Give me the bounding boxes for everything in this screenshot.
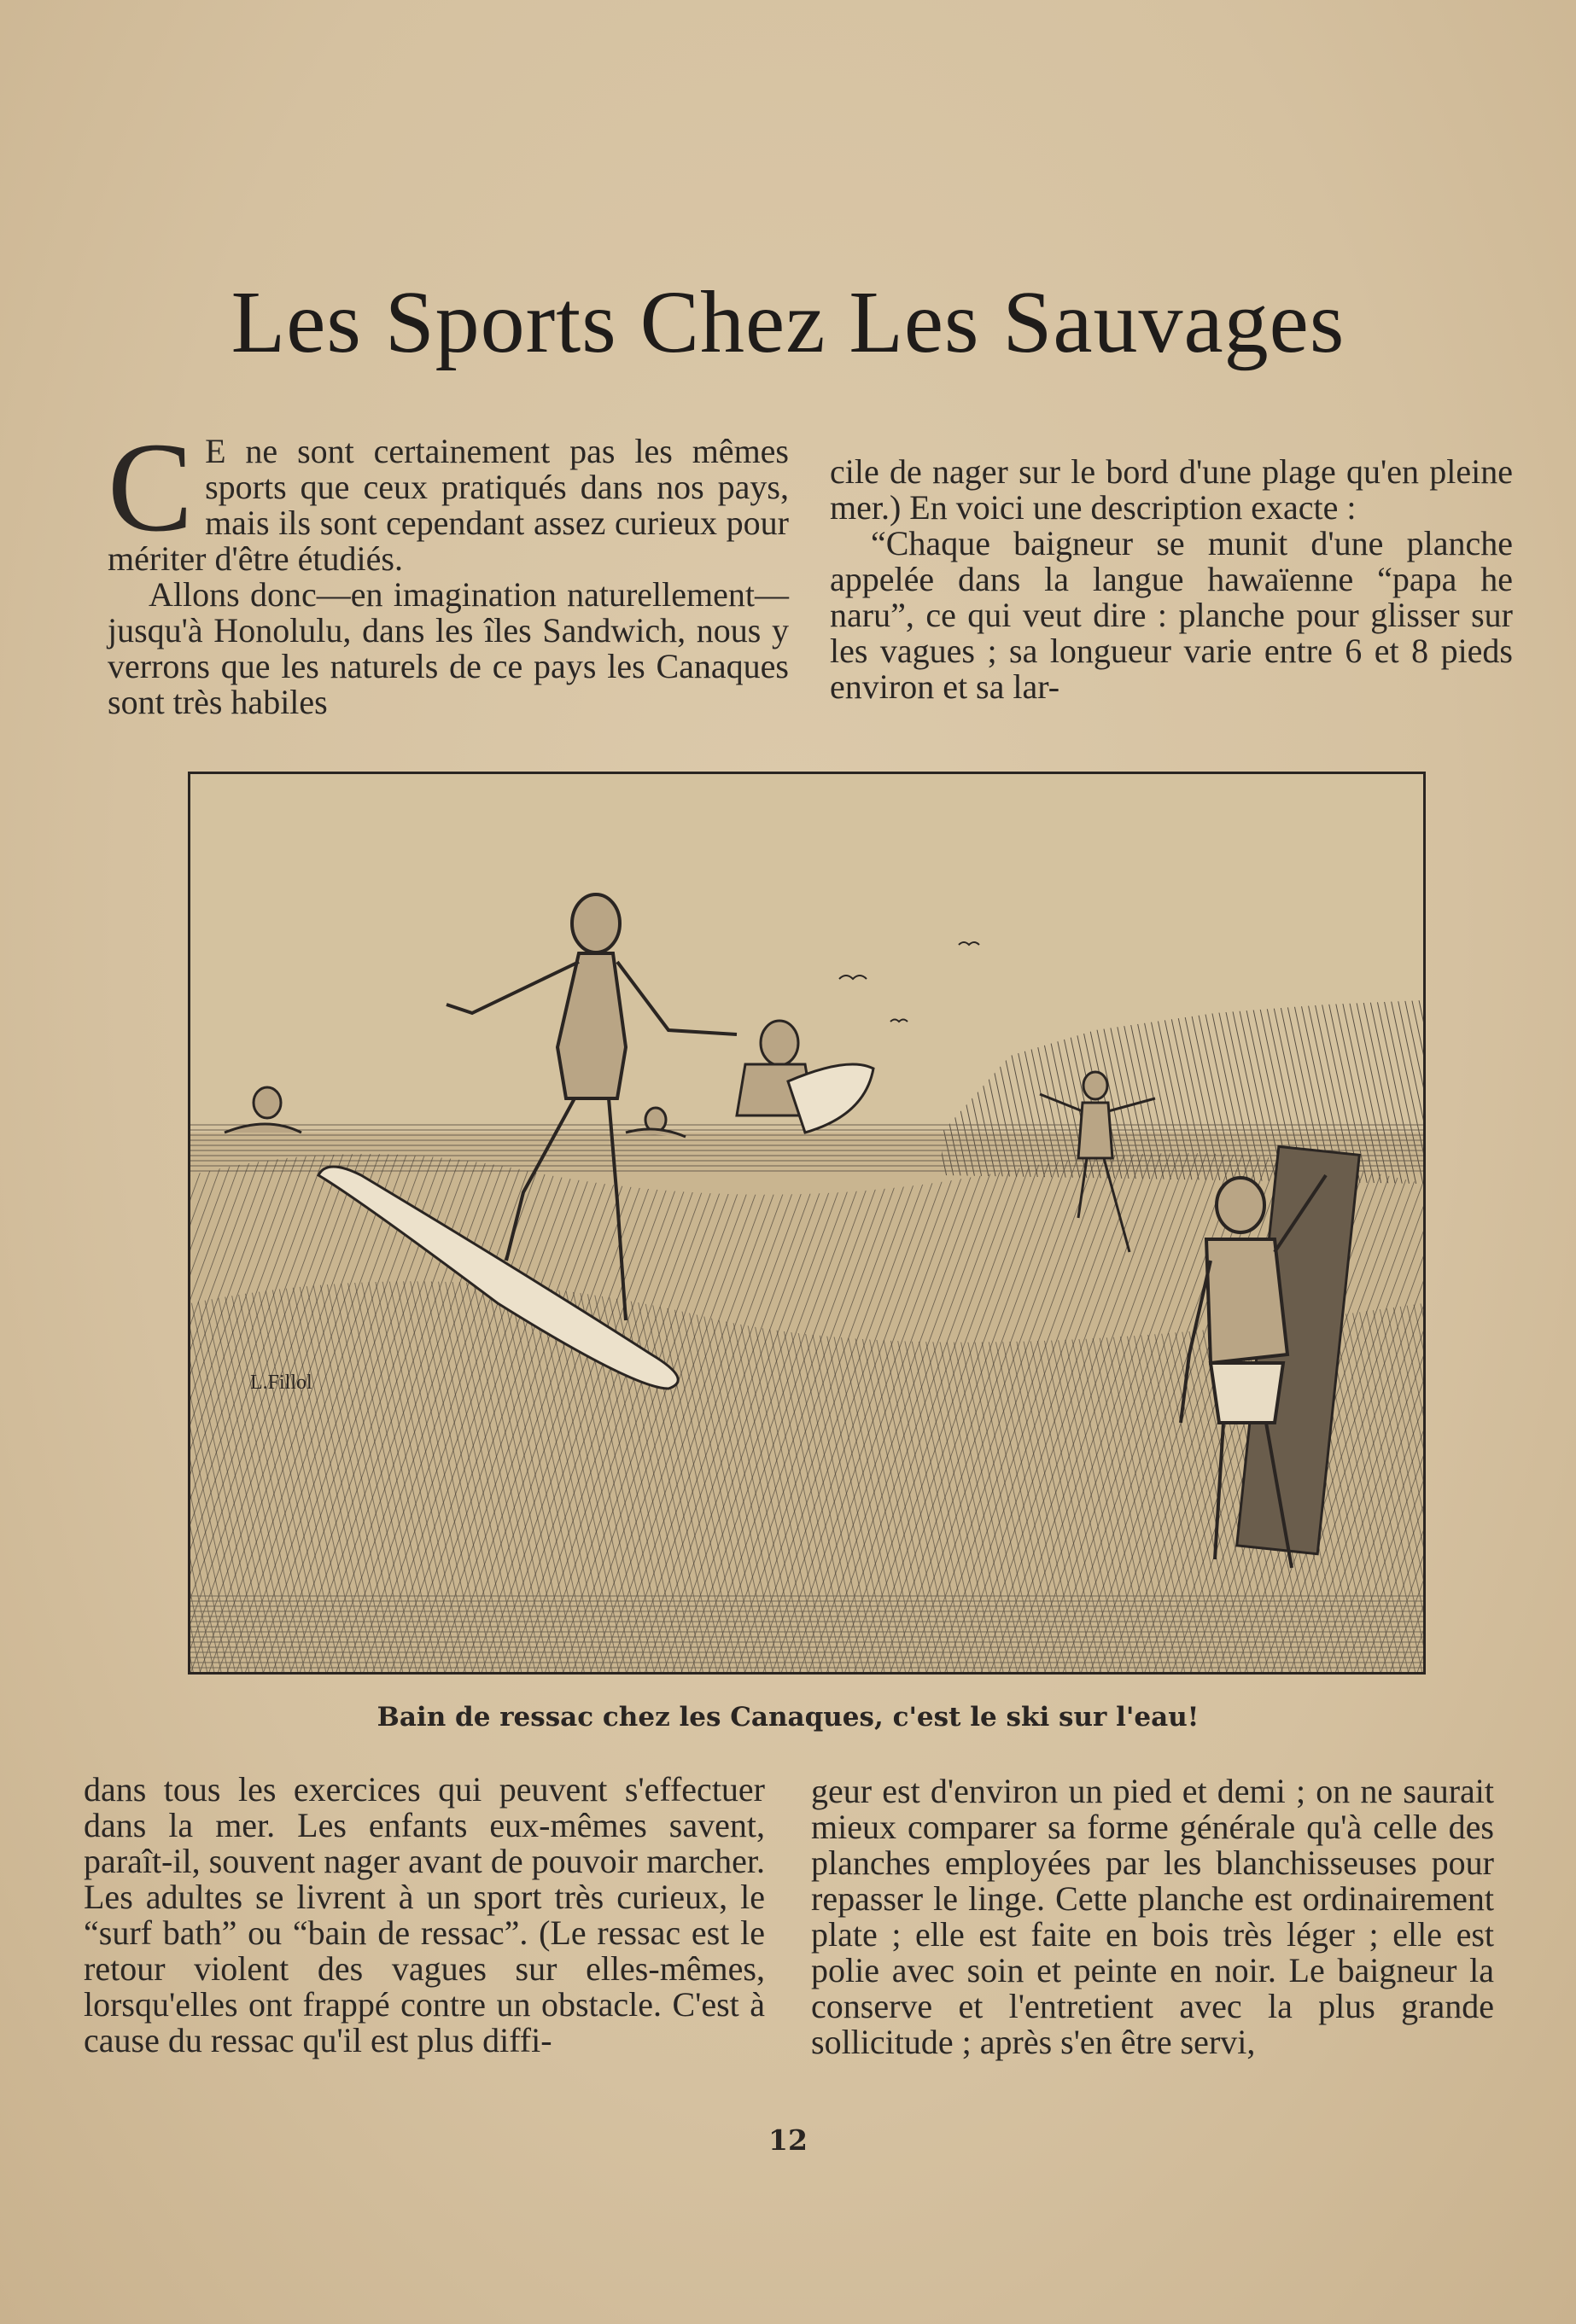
page-number: 12 — [768, 2123, 808, 2157]
paragraph-intro: E ne sont certainement pas les mêmes sports que ceux pratiqués dans nos pays, mais ils sont cependant assez curieux pour mériter d'être étudiés. — [108, 432, 789, 578]
shallows — [190, 1593, 1423, 1672]
engraving-svg — [190, 774, 1423, 1672]
article-title: Les Sports Chez Les Sauvages — [231, 273, 1345, 371]
paragraph-honolulu: Allons donc—en imagination naturellement—jusqu'à Honolulu, dans les îles Sandwich, nous y verrons que les naturels de ce pays les Canaques sont très habiles — [108, 575, 789, 721]
column-top-right — [830, 454, 1513, 705]
artist-signature: L.Fillol — [250, 1372, 312, 1394]
column-top-left — [108, 416, 789, 721]
paragraph-largeur: geur est d'environ un pied et demi ; on ne saurait mieux comparer sa forme générale qu'à celle des planches employées par les blanchisseuses pour repasser le linge. Cette planche est ordinairement plate ; elle est faite en bois très léger ; elle est polie avec soin et peinte en noir. Le baigneur la conserve et l'entretient avec la plus grande sollicitude ; après s'en être servi, — [811, 1772, 1494, 2061]
figure-caption: Bain de ressac chez les Canaques, c'est le ski sur l'eau! — [376, 1702, 1200, 1733]
drop-cap: C — [108, 416, 194, 558]
surfing-illustration — [188, 772, 1426, 1675]
column-bottom-left — [84, 1772, 765, 2059]
paragraph-ressac-end: cile de nager sur le bord d'une plage qu'en pleine mer.) En voici une description exacte : — [830, 452, 1513, 527]
paragraph-planche: “Chaque baigneur se munit d'une planche appelée dans la langue hawaïenne “papa he naru”, ce qui veut dire : planche pour glisser sur les vagues ; sa longueur varie entre 6 et 8 pieds environ et sa lar- — [830, 524, 1513, 706]
paragraph-exercices: dans tous les exercices qui peuvent s'effectuer dans la mer. Les enfants eux-mêmes savent, paraît-il, souvent nager avant de pouvoir marcher. Les adultes se livrent à un sport très curieux, le “surf bath” ou “bain de ressac”. (Le ressac est le retour violent des vagues sur elles-mêmes, lorsqu'elles ont frappé contre un obstacle. C'est à cause du ressac qu'il est plus diffi- — [84, 1770, 765, 2059]
column-bottom-right — [811, 1774, 1494, 2060]
